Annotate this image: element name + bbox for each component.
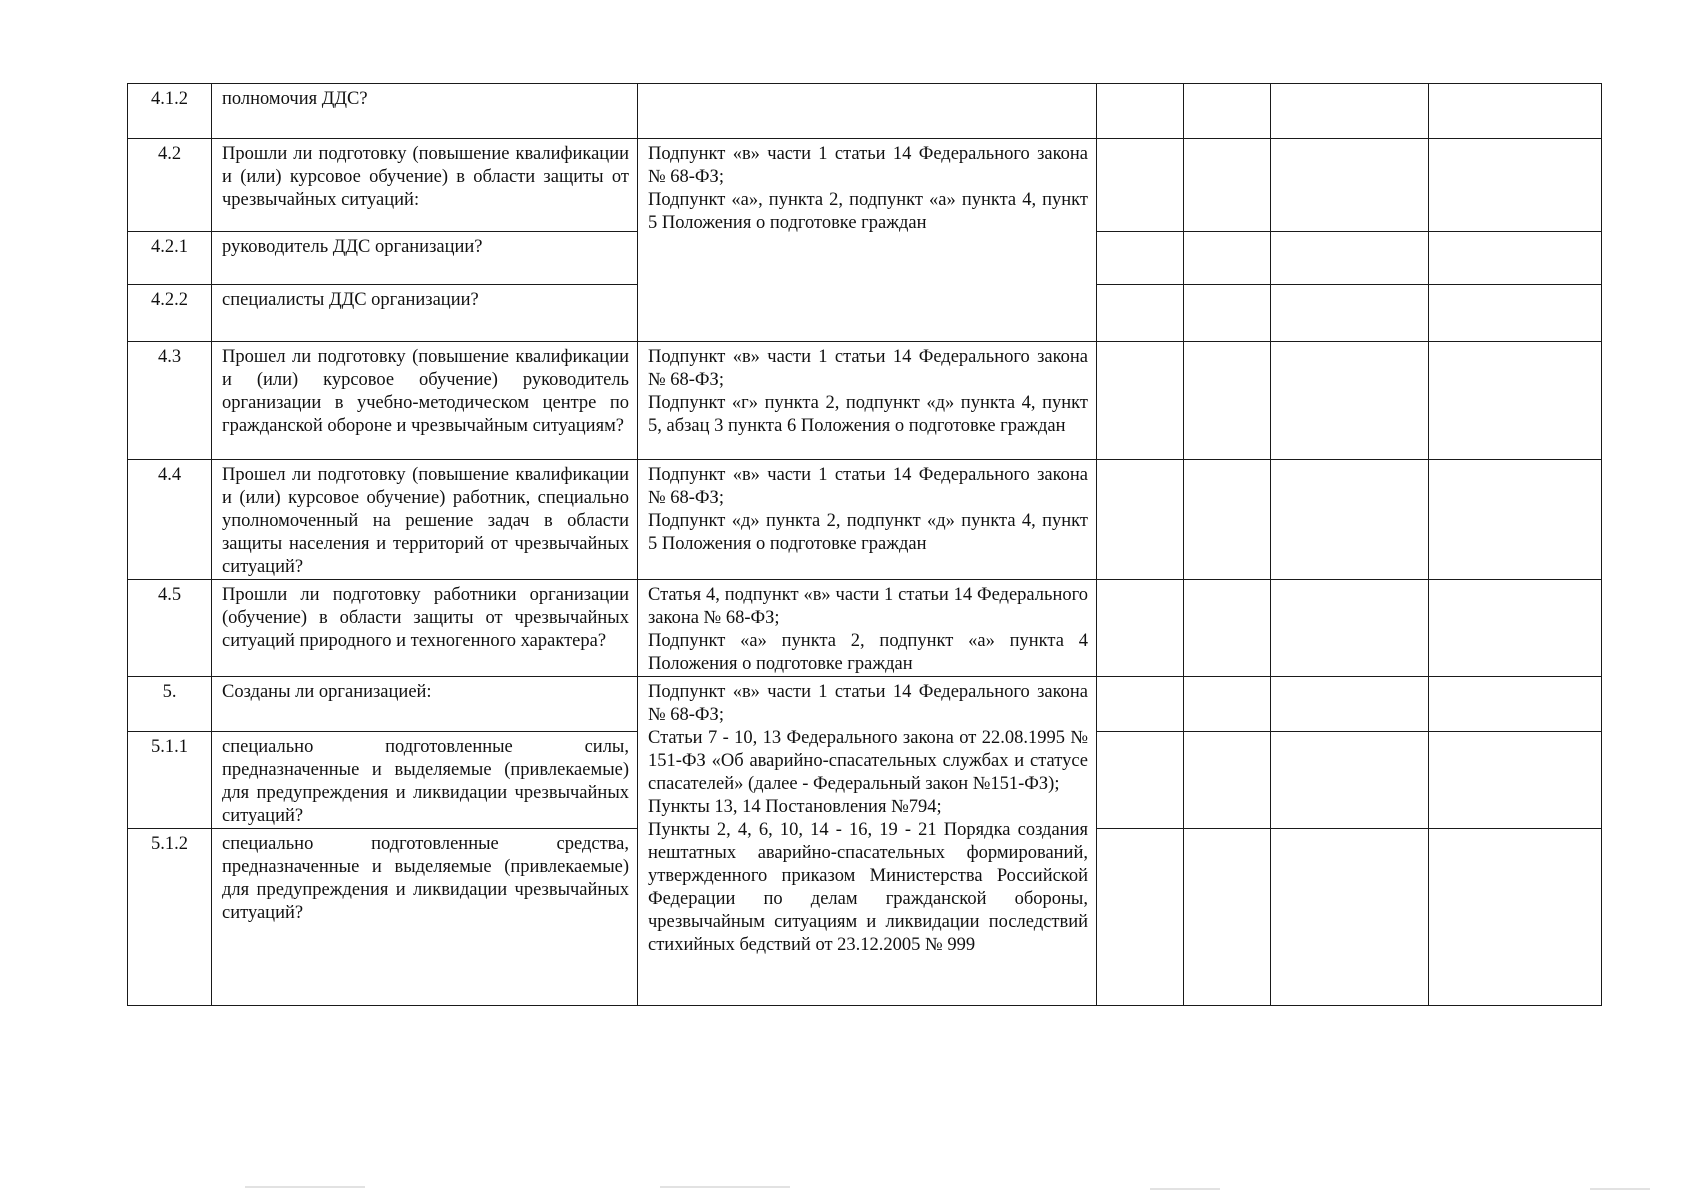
answer-na-cell[interactable] — [1271, 232, 1429, 285]
answer-yes-cell[interactable] — [1097, 732, 1184, 829]
reference-line: Подпункт «в» части 1 статьи 14 Федерального закона № 68-ФЗ; — [648, 347, 1088, 390]
answer-no-cell[interactable] — [1184, 84, 1271, 139]
answer-yes-cell[interactable] — [1097, 84, 1184, 139]
row-number: 4.2.2 — [128, 285, 212, 342]
legal-reference — [638, 342, 1097, 460]
answer-na-cell[interactable] — [1271, 342, 1429, 460]
reference-line: Подпункт «в» части 1 статьи 14 Федерального закона № 68-ФЗ; — [648, 465, 1088, 508]
question-text: Прошли ли подготовку работники организации (обучение) в области защиты от чрезвычайных ситуаций природного и техногенного характера? — [212, 580, 638, 677]
answer-yes-cell[interactable] — [1097, 580, 1184, 677]
question-text: специалисты ДДС организации? — [212, 285, 638, 342]
question-text: Созданы ли организацией: — [212, 677, 638, 732]
answer-no-cell[interactable] — [1184, 677, 1271, 732]
table-row — [128, 139, 1602, 232]
notes-cell[interactable] — [1429, 139, 1602, 232]
reference-line: Подпункт «г» пункта 2, подпункт «д» пункта 4, пункт 5, абзац 3 пункта 6 Положения о подготовке граждан — [648, 393, 1088, 436]
answer-na-cell[interactable] — [1271, 84, 1429, 139]
question-text: Прошел ли подготовку (повышение квалификации и (или) курсовое обучение) руководитель организации в учебно-методическом центре по гражданской обороне и чрезвычайным ситуациям? — [212, 342, 638, 460]
row-number: 4.3 — [128, 342, 212, 460]
reference-line: Подпункт «в» части 1 статьи 14 Федерального закона № 68-ФЗ; — [648, 144, 1088, 187]
answer-yes-cell[interactable] — [1097, 285, 1184, 342]
question-text: Прошли ли подготовку (повышение квалификации и (или) курсовое обучение) в области защиты от чрезвычайных ситуаций: — [212, 139, 638, 232]
legal-reference — [638, 139, 1097, 342]
row-number: 4.2.1 — [128, 232, 212, 285]
answer-no-cell[interactable] — [1184, 285, 1271, 342]
answer-no-cell[interactable] — [1184, 342, 1271, 460]
table-row — [128, 580, 1602, 677]
notes-cell[interactable] — [1429, 677, 1602, 732]
reference-line: Пункты 13, 14 Постановления №794; — [648, 797, 942, 817]
answer-no-cell[interactable] — [1184, 232, 1271, 285]
reference-line: Пункты 2, 4, 6, 10, 14 - 16, 19 - 21 Порядка создания нештатных аварийно-спасательных формирований, утвержденного приказом Министерства Российской Федерации по делам гражданской обороны, чрезвычайным ситуациям и ликвидации последствий стихийных бедствий от 23.12.2005 № 999 — [648, 820, 1088, 955]
scan-speck — [245, 1186, 365, 1188]
reference-line: Статья 4, подпункт «в» части 1 статьи 14 Федерального закона № 68-ФЗ; — [648, 585, 1088, 628]
notes-cell[interactable] — [1429, 580, 1602, 677]
notes-cell[interactable] — [1429, 232, 1602, 285]
answer-na-cell[interactable] — [1271, 139, 1429, 232]
reference-line: Подпункт «а», пункта 2, подпункт «а» пункта 4, пункт 5 Положения о подготовке граждан — [648, 190, 1088, 233]
question-text: Прошел ли подготовку (повышение квалификации и (или) курсовое обучение) работник, специально уполномоченный на решение задач в области защиты населения и территорий от чрезвычайных ситуаций? — [212, 460, 638, 580]
reference-line: Подпункт «д» пункта 2, подпункт «д» пункта 4, пункт 5 Положения о подготовке граждан — [648, 511, 1088, 554]
answer-yes-cell[interactable] — [1097, 677, 1184, 732]
row-number: 5.1.2 — [128, 829, 212, 1006]
question-text: полномочия ДДС? — [212, 84, 638, 139]
reference-line: Статьи 7 - 10, 13 Федерального закона от 22.08.1995 № 151-ФЗ «Об аварийно-спасательных службах и статусе спасателей» (далее - Федеральный закон №151-ФЗ); — [648, 728, 1088, 794]
scan-speck — [1150, 1188, 1220, 1190]
table-row — [128, 460, 1602, 580]
answer-yes-cell[interactable] — [1097, 460, 1184, 580]
scan-speck — [1590, 1188, 1650, 1190]
row-number: 4.1.2 — [128, 84, 212, 139]
answer-na-cell[interactable] — [1271, 460, 1429, 580]
legal-reference — [638, 460, 1097, 580]
checklist-table — [127, 83, 1602, 1006]
answer-na-cell[interactable] — [1271, 829, 1429, 1006]
legal-reference — [638, 580, 1097, 677]
notes-cell[interactable] — [1429, 460, 1602, 580]
answer-yes-cell[interactable] — [1097, 342, 1184, 460]
checklist-page — [127, 83, 1601, 996]
question-text: руководитель ДДС организации? — [212, 232, 638, 285]
table-row — [128, 677, 1602, 732]
reference-line: Подпункт «в» части 1 статьи 14 Федерального закона № 68-ФЗ; — [648, 682, 1088, 725]
answer-yes-cell[interactable] — [1097, 829, 1184, 1006]
row-number: 4.2 — [128, 139, 212, 232]
answer-no-cell[interactable] — [1184, 139, 1271, 232]
reference-line: Подпункт «а» пункта 2, подпункт «а» пункта 4 Положения о подготовке граждан — [648, 631, 1088, 674]
scan-speck — [660, 1186, 790, 1188]
answer-na-cell[interactable] — [1271, 580, 1429, 677]
table-row — [128, 342, 1602, 460]
answer-na-cell[interactable] — [1271, 285, 1429, 342]
answer-yes-cell[interactable] — [1097, 139, 1184, 232]
answer-na-cell[interactable] — [1271, 677, 1429, 732]
notes-cell[interactable] — [1429, 732, 1602, 829]
row-number: 5.1.1 — [128, 732, 212, 829]
answer-no-cell[interactable] — [1184, 829, 1271, 1006]
row-number: 5. — [128, 677, 212, 732]
answer-no-cell[interactable] — [1184, 580, 1271, 677]
notes-cell[interactable] — [1429, 285, 1602, 342]
table-row — [128, 84, 1602, 139]
answer-no-cell[interactable] — [1184, 732, 1271, 829]
answer-yes-cell[interactable] — [1097, 232, 1184, 285]
row-number: 4.4 — [128, 460, 212, 580]
notes-cell[interactable] — [1429, 342, 1602, 460]
question-text: специально подготовленные силы, предназначенные и выделяемые (привлекаемые) для предупреждения и ликвидации чрезвычайных ситуаций? — [212, 732, 638, 829]
answer-na-cell[interactable] — [1271, 732, 1429, 829]
legal-reference — [638, 84, 1097, 139]
notes-cell[interactable] — [1429, 829, 1602, 1006]
answer-no-cell[interactable] — [1184, 460, 1271, 580]
notes-cell[interactable] — [1429, 84, 1602, 139]
legal-reference — [638, 677, 1097, 1006]
question-text: специально подготовленные средства, предназначенные и выделяемые (привлекаемые) для предупреждения и ликвидации чрезвычайных ситуаций? — [212, 829, 638, 1006]
row-number: 4.5 — [128, 580, 212, 677]
